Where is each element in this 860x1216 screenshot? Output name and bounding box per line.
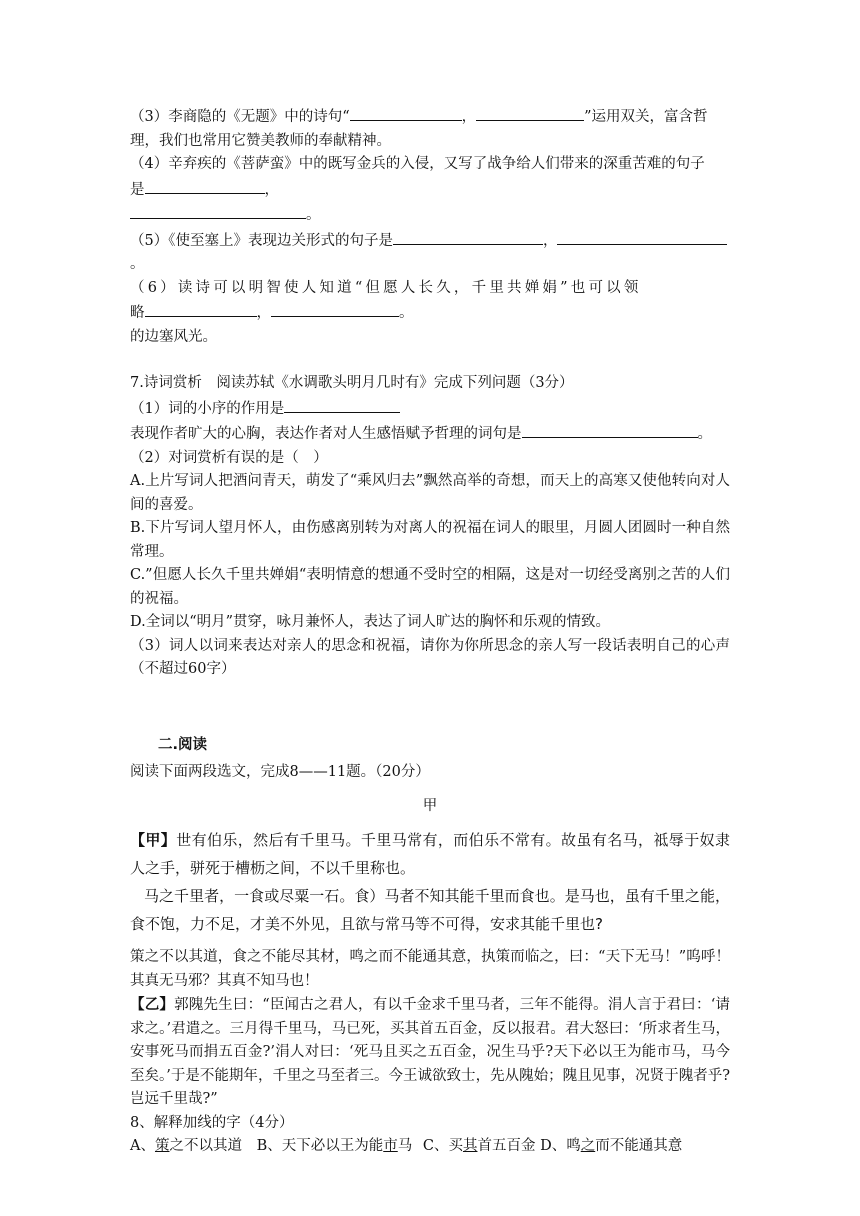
reading-instruction: 阅读下面两段选文，完成8——11题。（20分） <box>130 764 430 780</box>
question-7-title: 7.诗词赏析 阅读苏轼《水调歌头明月几时有》完成下列问题（3分） <box>130 375 574 391</box>
question-7-sub1-line2: 表现作者旷大的心胸，表达作者对人生感悟赋予哲理的词句是 。 <box>130 421 730 447</box>
question-4-line2: 是 ， <box>130 177 730 203</box>
question-4: （4）辛弃疾的《菩萨蛮》中的既写金兵的入侵，又写了战争给人们带来的深重苦难的句子 <box>130 156 705 172</box>
option-b: B.下片写词人望月怀人，由伤感离别转为对离人的祝福在词人的眼里，月圆人团圆时一种自然常理。 <box>130 520 730 560</box>
option-c: C.”但愿人长久千里共婵娟“表明情意的想通不受时空的相隔，这是对一切经受离别之苦的人们的祝福。 <box>130 567 730 607</box>
passage-jia-p3: 策之不以其道，食之不能尽其材，鸣之而不能通其意，执策而临之，曰：“天下无马！”呜呼！其真无马邪？其真不知马也！ <box>130 949 730 989</box>
passage-tag: 【甲】 <box>130 831 177 849</box>
section-heading: 二.阅读 <box>158 736 208 753</box>
answer-blank[interactable] <box>145 300 257 317</box>
question-3: （3）李商隐的《无题》中的诗句“ ， ”运用双关，富含哲 <box>130 104 730 130</box>
passage-jia <box>130 826 730 938</box>
answer-blank[interactable] <box>393 228 543 245</box>
passage-jia-heading: 甲 <box>422 797 438 814</box>
question-7-sub3: （3）词人以词来表达对亲人的思念和祝福，请你为你所思念的亲人写一段话表明自己的心声（不超过60字） <box>130 637 730 677</box>
question-6-line3: 的边塞风光。 <box>130 328 217 345</box>
question-7-sub2: （2）对词赏析有误的是（ ） <box>130 449 328 466</box>
answer-blank[interactable] <box>145 177 265 194</box>
question-8-title: 8、解释加线的字（4分） <box>130 1114 294 1131</box>
passage-tag: 【乙】 <box>130 996 175 1013</box>
answer-blank[interactable] <box>476 104 584 121</box>
option-d: D.全词以“明月”贯穿，咏月兼怀人，表达了词人旷达的胸怀和乐观的情致。 <box>130 614 611 630</box>
passage-jia-p2: 马之千里者，一食或尽粟一石。食）马者不知其能千里而食也。是马也，虽有千里之能，食不饱，力不足，才美不外见，且欲与常马等不可得，安求其能千里也? <box>130 887 730 933</box>
worksheet-page <box>130 104 730 1159</box>
question-3-line2: 理，我们也常用它赞美教师的奉献精神。 <box>130 132 391 149</box>
answer-blank[interactable] <box>350 104 462 121</box>
question-6-line2: 略 ， 。 <box>130 300 730 326</box>
question-7-sub1: （1）词的小序的作用是 <box>130 396 730 422</box>
question-8-options: A、策之不以其道 B、天下必以王为能市马 C、买其首五百金 D、鸣之而不能通其意 <box>130 1138 683 1154</box>
question-4-line3: 。 <box>130 202 730 228</box>
question-6: （6）读诗可以明智使人知道“但愿人长久，千里共婵娟”也可以领 <box>130 279 642 296</box>
passage-jia-p1: 【甲】世有伯乐，然后有千里马。千里马常有，而伯乐不常有。故虽有名马，祗辱于奴隶人之手，骈死于槽枥之间，不以千里称也。 <box>130 831 730 877</box>
spacer <box>130 349 730 372</box>
option-a: A.上片写词人把酒问青天，萌发了“乘风归去”飘然高举的奇想，而天上的高寒又使他转向对人间的喜爱。 <box>130 473 730 513</box>
answer-blank[interactable] <box>284 396 400 413</box>
question-5: （5）《使至塞上》表现边关形式的句子是 ，。 <box>130 228 730 277</box>
answer-blank[interactable] <box>522 421 698 438</box>
answer-blank[interactable] <box>130 202 306 219</box>
spacer <box>130 682 730 728</box>
answer-blank[interactable] <box>271 300 399 317</box>
passage-yi: 【乙】郭隗先生曰：“臣闻古之君人，有以千金求千里马者，三年不能得。涓人言于君曰：‘请求之。’君遣之。三月得千里马，马已死，买其首五百金，反以报君。君大怒曰：‘所求者生马，安事死马而捐五百金?’涓人对曰：‘死马且买之五百金，况生马乎?天下必以王为能市马，马今至矣。’于是不能期年，千里之马至者三。今王诚欲致士，先从隗始；隗且见事，况贤于隗者乎?岂远千里哉?” <box>130 996 730 1107</box>
answer-blank[interactable] <box>557 228 727 245</box>
